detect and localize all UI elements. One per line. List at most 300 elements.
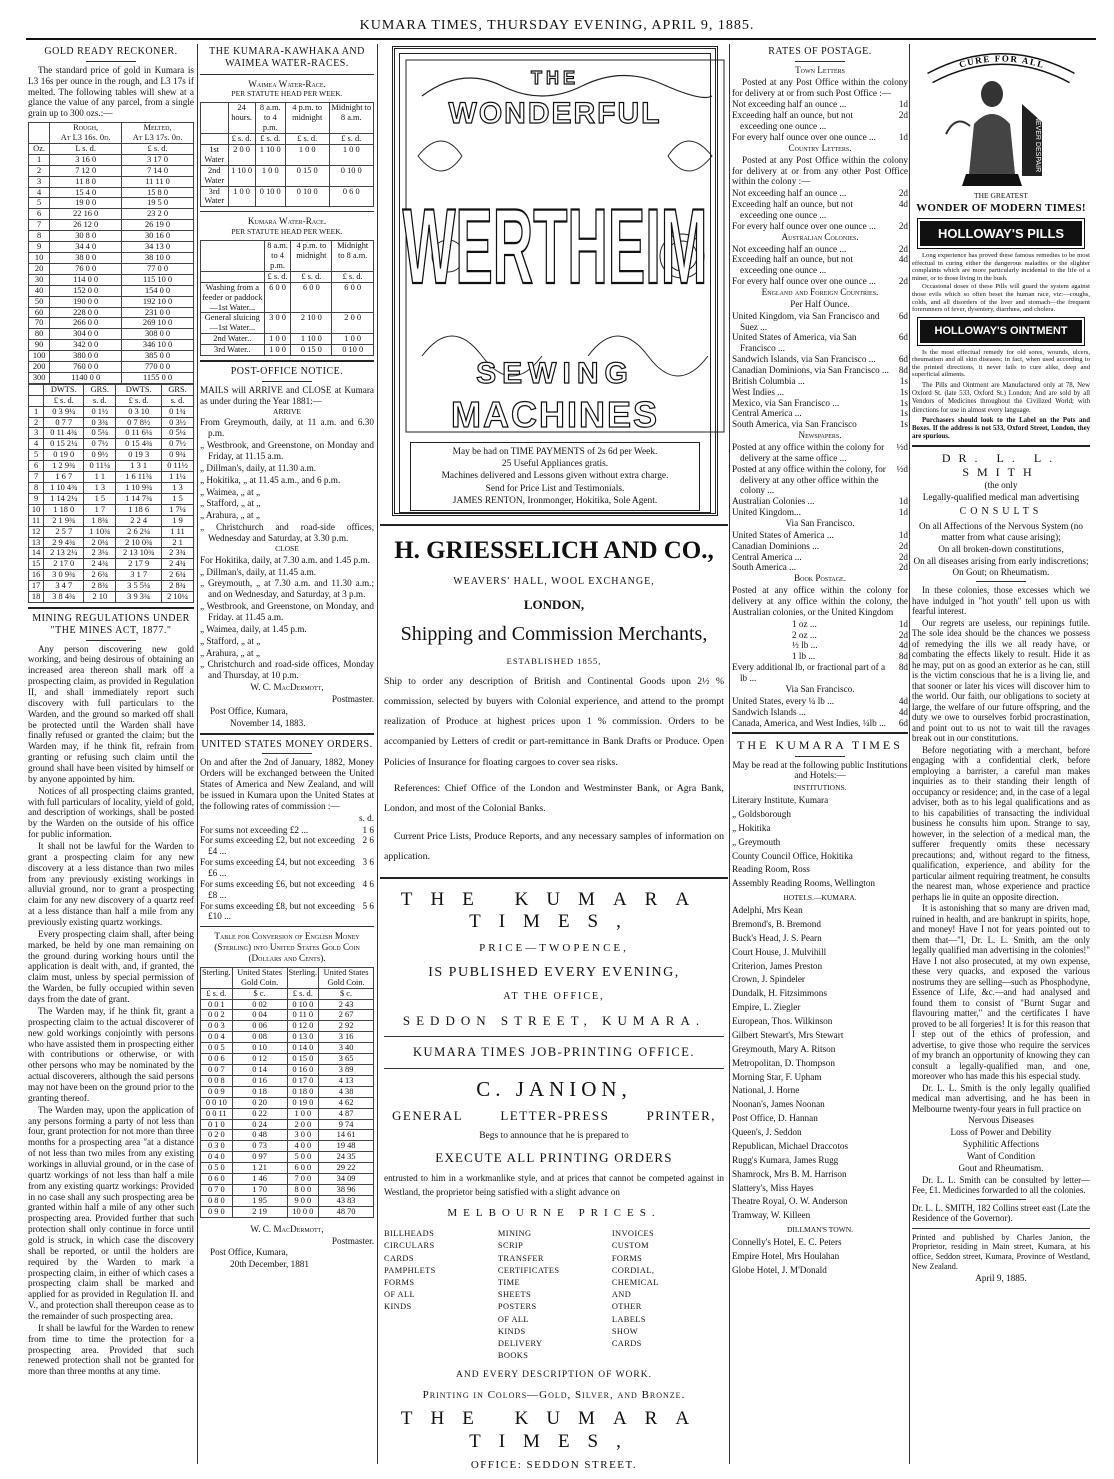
gold-row — [29, 176, 194, 187]
hotel-item: National, J. Horne — [732, 1085, 800, 1096]
conversion-row-cell: 48 70 — [319, 1206, 374, 1217]
product-item: DELIVERY BOOKS — [497, 1338, 543, 1361]
rule — [380, 524, 728, 526]
newspapers-head: Newspapers. — [798, 430, 842, 441]
arrive-item: „ Dillman's, daily, at 11.30 a.m. — [200, 462, 317, 473]
conversion-row-cell: 4 0 0 — [287, 1141, 319, 1152]
dwts-row-cell: 1 18 6 — [116, 504, 162, 515]
rule — [200, 74, 374, 75]
dwts-row-cell: 4 — [29, 439, 44, 450]
column-rule — [729, 44, 730, 1464]
rate-row — [732, 442, 908, 464]
dwts-row — [29, 548, 194, 559]
institutions-head: INSTITUTIONS. — [793, 783, 847, 793]
mining-paragraph: It shall be lawful for the Warden to renew from time to time the protection for a prospecting area. Provided that such renewed protection shall not be granted for more than three months at any time. — [28, 1322, 194, 1377]
waimea-row-cell: 1 0 0 — [228, 186, 255, 207]
short-rule — [795, 61, 845, 62]
product-item: CIRCULARS — [384, 1241, 435, 1251]
money-sign-title: Postmaster. — [331, 1235, 374, 1246]
gold-row-cell: 3 17 0 — [122, 154, 194, 165]
printer-word: PRINTER, — [646, 1107, 716, 1123]
england-rates — [732, 311, 908, 430]
dwts-row-cell: 8 — [29, 483, 44, 494]
dwts-head: DWTS. — [44, 384, 84, 395]
dwts-row-cell: 0 11 6¼ — [116, 428, 162, 439]
kumara-race-row — [201, 313, 374, 334]
product-item: AND OTHER LABELS — [611, 1290, 646, 1324]
waimea-row-cell: 2 0 0 — [228, 144, 255, 165]
money-intro: On and after the 2nd of January, 1882, Money Orders will be exchanged between the United States of America and New Zealand, and will be issued in Kumara upon the United States at the following rates of commission :— — [200, 757, 374, 811]
smith-paragraph: It is astonishing that so many are driven mad, ruined in health, and are bankrupt in spirits, hope, and money! Have I not for years pointed out to them that—"I, Dr. L. L. Smith, am the only legally qualified man advertising in the colonies!" Have I not also prosecuted, at my own expense, these very quacks, and exposed the various nostrums they are selling—such as Phosphodyne, Essence of Life, &c.—and had analysed and found them to consist of "Burnt Sugar and flavouring matter," and the certificates I have proved to be all forgeries! It is for this reason that I step out of the ethics of profession, and advertise, to give those who require the services of my branch an opportunity of knowing they can consult a legally-qualified man, and one, moreover who has made this his especial study. — [912, 903, 1090, 1082]
book-every-row — [732, 662, 908, 684]
gold-row-cell: 30 16 0 — [122, 231, 194, 242]
rate-value: 1s — [899, 419, 908, 430]
short-rule — [976, 581, 1026, 582]
griesselich-address: WEAVERS' HALL, WOOL EXCHANGE, — [453, 575, 655, 587]
gold-row-cell: 114 0 0 — [50, 274, 122, 285]
rate-row — [732, 408, 908, 419]
conversion-row-cell: 3 0 0 — [287, 1130, 319, 1141]
dwts-row-cell: 0 3½ — [162, 417, 194, 428]
conversion-row-cell: 19 48 — [319, 1141, 374, 1152]
dwts-row-cell: 3 9 3¾ — [116, 592, 162, 603]
holloway-ointment-text: Is the most effectual remedy for old sores, wounds, ulcers, rheumatism and all skin diseases; in fact, when used according to the printed directions, it never fails to cure alike, deep and superficial ailments. — [912, 348, 1090, 379]
wertheim-the: THE — [531, 68, 579, 88]
gold-row-cell: 15 8 0 — [122, 187, 194, 198]
rate-label: Canada, America, and West Indies, ¼lb ... — [732, 717, 886, 728]
conversion-row — [201, 1184, 374, 1195]
smith-address: Dr. L. L. SMITH, 182 Collins street east (Late the Residence of the Governor). — [912, 1202, 1090, 1224]
conversion-row — [201, 1130, 374, 1141]
gold-row — [29, 252, 194, 263]
smith-paragraph: Before negotiating with a merchant, before engaging with a confidential clerk, before employing a barrister, a careful man makes inquiries as to their standing their length of occupancy or residence; and, in the case of a legal adviser, both as to his legal qualifications and as to his capabilities of transacting the individual business he consults him upon. Strange to say, however, in the selection of a medical man, the sufferer frequently omits these necessary precautions; and, without regard to the fitness, qualification, experience, and ability for the particular ailment requiring treatment, he consults the nearest man, whose experience and practice perhaps lie in quite an opposite direction. — [912, 744, 1090, 902]
conversion-row-cell: 0 20 — [232, 1097, 287, 1108]
rate-row — [732, 718, 908, 729]
hotel-item: Crown, J. Spindeler — [732, 974, 805, 985]
dwts-row — [29, 483, 194, 494]
conversion-row-cell: 0 7 0 — [201, 1184, 233, 1195]
gold-row-cell: 4 — [29, 187, 50, 198]
rate-value: 2d — [898, 551, 908, 562]
institution-item: Assembly Reading Rooms, Wellington — [732, 878, 876, 889]
dwts-row-cell: 2 1 — [162, 537, 194, 548]
rate-value: 4d — [898, 640, 908, 651]
wertheim-ad-frame — [399, 53, 711, 513]
conversion-row-cell: 0 1 0 — [201, 1119, 233, 1130]
gold-row-cell: 770 0 0 — [122, 362, 194, 373]
rate-label: Mexico, via San Francisco ... — [732, 397, 840, 408]
gold-row-cell: 38 10 0 — [122, 252, 194, 263]
dwts-row — [29, 472, 194, 483]
gold-row-cell: 115 10 0 — [122, 274, 194, 285]
conversion-row-cell: 14 61 — [319, 1130, 374, 1141]
dwts-row-cell: 12 — [29, 526, 44, 537]
gold-row-cell: 60 — [29, 307, 50, 318]
printing-colors: Printing in Colors—Gold, Silver, and Bronze. — [422, 1389, 686, 1402]
rate-value: 8d — [898, 662, 908, 673]
rate-label: Canadian Dominions, via San Francisco ... — [732, 365, 889, 375]
arrive-item: „ Waimea, „ at „ — [200, 486, 261, 497]
via-sf-rates-2 — [732, 696, 908, 729]
rate-row — [732, 507, 908, 518]
rate-row — [732, 132, 908, 143]
rate-row — [732, 332, 908, 354]
gold-row-cell: 50 — [29, 296, 50, 307]
dwts-head: GRS. — [162, 384, 194, 395]
dwts-row-cell: 1 5 — [162, 493, 194, 504]
rule — [200, 733, 374, 735]
hotel-item: Rugg's Kumara, James Rugg — [732, 1154, 839, 1165]
griesselich-ad — [380, 536, 728, 867]
kumara-race-row-cell: 2 0 0 — [332, 313, 374, 334]
conversion-row-cell: 0 12 — [232, 1054, 287, 1065]
newspaper-rates — [732, 442, 908, 518]
ribbon-text-path: CURE FOR ALL — [958, 53, 1047, 71]
conversion-row — [201, 1086, 374, 1097]
dwts-row-cell: 2 17 9 — [116, 559, 162, 570]
arrive-label: ARRIVE — [273, 406, 301, 416]
post-office-intro: MAILS will ARRIVE and CLOSE at Kumara as under during the Year 1881:— — [200, 384, 374, 406]
gold-unit: Oz. — [29, 143, 50, 154]
conversion-row-cell: 3 65 — [319, 1054, 374, 1065]
conversion-row — [201, 1065, 374, 1076]
kumara-race-row-cell: 6 0 0 — [332, 282, 374, 313]
dwts-row-cell: 2 13 10¾ — [116, 548, 162, 559]
arrive-item: From Greymouth, daily, at 11 a.m. and 6.30 p.m. — [200, 417, 374, 439]
rule — [912, 1228, 1090, 1229]
country-letters-head: Country Letters. — [788, 142, 852, 153]
waimea-row — [201, 186, 374, 207]
smith-condition: Syphilitic Affections — [962, 1138, 1040, 1149]
institutions-list — [732, 794, 908, 890]
dwts-unit: s. d. — [84, 395, 116, 406]
gold-head-melted-label: Melted, — [143, 123, 172, 133]
dwts-row — [29, 537, 194, 548]
gold-row-cell: 2 — [29, 165, 50, 176]
holloway-ointment-banner: HOLLOWAY'S OINTMENT — [920, 320, 1082, 343]
institution-item: County Council Office, Hokitika — [732, 850, 853, 861]
rate-value: 8d — [898, 365, 908, 375]
column-rule — [197, 44, 198, 1464]
conversion-row — [201, 1043, 374, 1054]
product-item: SHOW CARDS — [611, 1326, 642, 1348]
product-item: TRANSFER CERTIFICATES — [497, 1253, 560, 1275]
dwts-row — [29, 439, 194, 450]
kumara-race-row — [201, 345, 374, 356]
gold-head-rough-price: At L3 16s. 0d. — [60, 133, 111, 142]
figure-head — [981, 81, 1003, 107]
rate-value: 2d — [898, 188, 908, 199]
rate-value: 6d — [898, 354, 908, 365]
rate-row — [732, 376, 908, 387]
conversion-row — [201, 1206, 374, 1217]
smith-only: (the only — [984, 480, 1018, 491]
gold-row-cell: 385 0 0 — [122, 351, 194, 362]
waimea-col: 8 a.m. to 4 p.m. — [255, 103, 285, 134]
conversion-row-cell: 10 0 0 — [287, 1206, 319, 1217]
mining-title: MINING REGULATIONS UNDER "THE MINES ACT, 1877." — [32, 612, 190, 636]
money-date: 20th December, 1881 — [230, 1259, 309, 1270]
product-item: INVOICES — [611, 1229, 655, 1239]
post-office-sign-title: Postmaster. — [331, 694, 374, 704]
money-sign: W. C. MacDermott, — [250, 1223, 324, 1234]
kumara-times-price: PRICE—TWOPENCE, — [479, 941, 629, 954]
arrive-item: „ Stafford, „ at „ — [200, 498, 261, 509]
gold-row-cell: 100 — [29, 351, 50, 362]
gold-row — [29, 285, 194, 296]
town-letters-head: Town Letters — [795, 64, 845, 75]
rate-label: Central America ... — [732, 551, 802, 562]
kumara-times-office: OFFICE: SEDDON STREET. — [470, 1459, 638, 1472]
rate-label: United Kingdom... — [732, 507, 801, 518]
dwts-row-cell: 2 2 4 — [116, 515, 162, 526]
hotel-item: Dundalk, H. Fitzsimmons — [732, 988, 827, 999]
conversion-row-cell: 34 09 — [319, 1174, 374, 1185]
smith-condition: Want of Condition — [966, 1150, 1036, 1161]
smith-legally: Legally-qualified medical man advertising — [922, 492, 1080, 503]
dwts-row-cell: 0 7 7 — [44, 417, 84, 428]
conversion-row-cell: 1 70 — [232, 1184, 287, 1195]
rate-row — [200, 901, 374, 923]
conversion-row-cell: 5 0 0 — [287, 1152, 319, 1163]
conversion-row-cell: 7 0 0 — [287, 1174, 319, 1185]
smith-paragraph: Our regrets are useless, our repinings futile. The sole idea should be the chances we possess of remedying the ills we all ready have, or combating the effects likely to result. Hide it as he may, put on as good an exterior as he can, still is the victim conscious that he is a living lie, and that sooner or later his vices will discover him to the world. Our faith, our obligations to society at large, the welfare of our future offspring, and the duty we owe to ourselves forbid procrastination, and point out to us not to wait till the ravages break out in our constitutions. — [912, 617, 1090, 744]
gold-row-cell: 38 0 0 — [50, 252, 122, 263]
kumara-race-row-cell: 1 10 0 — [291, 334, 332, 345]
post-office-title: POST-OFFICE NOTICE. — [230, 366, 344, 378]
close-label: CLOSE — [275, 543, 299, 553]
rate-value: 2d — [898, 629, 908, 640]
gold-row — [29, 318, 194, 329]
every-description: AND EVERY DESCRIPTION OF WORK. — [456, 1370, 652, 1381]
mining-paragraph: Every prospecting claim shall, after being marked, be held by one man remaining on the ground during working hours until the application is dealt with, and, if granted, the claim must, unless by special permission of the Warden, be fully occupied within seven days from the date of grant. — [28, 928, 194, 1005]
rate-row — [792, 640, 908, 651]
masthead-rule — [26, 38, 1096, 40]
rate-label: For sums exceeding £6, but not exceeding £8 ... — [200, 878, 355, 900]
waimea-head: Waimea Water-Race. — [248, 78, 326, 89]
conversion-row-cell: 0 0 7 — [201, 1065, 233, 1076]
rate-value: 1d — [898, 496, 908, 507]
printing-products — [384, 1228, 724, 1362]
gold-row — [29, 263, 194, 274]
conversion-row-cell: 0 18 — [232, 1086, 287, 1097]
close-item: „ Christchurch and road-side offices, Monday and Thursday, at 10 p.m. — [200, 659, 374, 681]
waimea-row-cell: 1 0 0 — [255, 165, 285, 186]
dwts-row — [29, 406, 194, 417]
kumara-race-rows — [201, 282, 374, 355]
rate-label: 2 oz ... — [792, 629, 817, 640]
gold-row-cell: 7 — [29, 220, 50, 231]
hotel-item: Post Office, D. Hannan — [732, 1113, 818, 1124]
kumara-race-row-cell: 1 0 0 — [332, 334, 374, 345]
dwts-row-cell: 3 4 7 — [44, 581, 84, 592]
rate-label: United States, every ¼ lb ... — [732, 695, 835, 706]
conversion-row-cell: 3 40 — [319, 1043, 374, 1054]
gold-row-cell: 5 — [29, 198, 50, 209]
hotel-item: Shamrock, Mrs B. M. Harrison — [732, 1168, 847, 1179]
rate-row — [732, 311, 908, 333]
gold-row-cell: 11 11 0 — [122, 176, 194, 187]
kumara-times-title: THE KUMARA TIMES, — [400, 888, 708, 933]
hotel-item: Greymouth, Mary A. Ritson — [732, 1043, 836, 1054]
waimea-row-cell: 0 10 0 — [285, 186, 329, 207]
gold-row — [29, 372, 194, 383]
dwts-row-cell: 2 9 4¾ — [44, 537, 84, 548]
conversion-row-cell: 1 46 — [232, 1174, 287, 1185]
imprint-date: April 9, 1885. — [975, 1273, 1027, 1284]
conversion-row-cell: 4 38 — [319, 1086, 374, 1097]
conversion-row-cell: 0 17 0 — [287, 1075, 319, 1086]
gold-col-oz — [29, 123, 50, 144]
rate-value: 6d — [898, 310, 908, 321]
dwts-row-cell: 18 — [29, 592, 44, 603]
conversion-row-cell: 0 14 0 — [287, 1043, 319, 1054]
rate-row — [732, 254, 908, 276]
printer-word: GENERAL — [392, 1107, 464, 1123]
dwts-row-cell: 2 3¼ — [84, 548, 116, 559]
conversion-title: Table for Conversion of English Money (Sterling) into United States Gold Coin (Dollars and Cents). — [214, 931, 360, 963]
rate-label: Exceeding half an ounce, but not exceeding one ounce ... — [732, 199, 853, 220]
gold-row-cell: 228 0 0 — [50, 307, 122, 318]
gold-rows — [29, 154, 194, 383]
rate-value: 2d — [898, 110, 908, 121]
rate-row — [200, 879, 374, 901]
kumara-times-list-intro: May be read at the following public Institutions and Hotels:— — [732, 759, 908, 781]
dwts-row-cell: 1 3 — [84, 483, 116, 494]
conversion-row — [201, 1174, 374, 1185]
dwts-row-cell: 0 15 4¾ — [116, 439, 162, 450]
rate-label: Exceeding half an ounce, but not exceeding one ounce ... — [732, 254, 853, 276]
conversion-row-cell: 0 6 0 — [201, 1174, 233, 1185]
gold-row-cell: 3 — [29, 176, 50, 187]
rate-label: Posted at any office within the colony for delivery at the same office ... — [732, 442, 885, 463]
janion-entrusted: entrusted to him in a workmanlike style, and at prices that cannot be competed against in Westland, the proprietor being satisfied with a slight advance on — [384, 1172, 724, 1197]
wertheim-name: WERTHEIM — [402, 185, 708, 306]
melbourne-prices: MELBOURNE PRICES. — [447, 1207, 661, 1220]
gold-row-cell: 70 — [29, 318, 50, 329]
rule — [732, 732, 908, 734]
smith-name: DR. L. L. SMITH — [941, 451, 1061, 480]
mining-paragraph: Notices of all prospecting claims granted, with full particulars of locality, yield of gold, and description of workings, shall be posted by the Warden on the outside of his office for public information. — [28, 785, 194, 840]
rate-value: 1s — [899, 386, 908, 397]
figure-body — [968, 114, 1016, 184]
holloway-made: The Pills and Ointment are Manufactured only at 78, New Oxford St. (late 533, Oxford St.) London; And are sold by all Vendors of Medicines throughout the Civilized World; with directions for use in almost every language. — [912, 382, 1090, 414]
gold-row-cell: 9 — [29, 242, 50, 253]
dwts-row — [29, 450, 194, 461]
conversion-row-cell: 0 0 5 — [201, 1043, 233, 1054]
water-title: THE KUMARA-KAWHAKA AND WAIMEA WATER-RACES. — [209, 46, 365, 69]
rate-label: Every additional lb, or fractional part of a lb ... — [732, 662, 886, 684]
rate-label: 1 lb ... — [792, 651, 816, 662]
holloway-pills-text: Long experience has proved these famous remedies to be most effectual in curing either the dangerous maladies or the slighter complaints which are more particularly incidental to the life of a miner, or to those living in the bush. — [912, 252, 1090, 282]
dwts-row-cell: 0 7 8½ — [116, 417, 162, 428]
town-letters-intro: Posted at any Post Office within the colony for delivery at or from such Post Office :— — [732, 76, 908, 98]
via-sf-rates — [732, 530, 908, 573]
dwts-row-cell: 0 9½ — [84, 450, 116, 461]
conversion-row-cell: 0 0 8 — [201, 1075, 233, 1086]
dwts-blank — [29, 395, 44, 406]
rate-label: For sums exceeding £2, but not exceeding £4 ... — [200, 835, 355, 857]
rate-row — [732, 530, 908, 541]
waimea-sub: PER STATUTE HEAD PER WEEK. — [231, 89, 343, 99]
rate-row — [732, 99, 908, 110]
rate-value: 2d — [898, 562, 908, 573]
rate-row — [732, 221, 908, 232]
dwts-row-cell: 1 3 1 — [116, 461, 162, 472]
rate-row — [732, 387, 908, 398]
gold-row — [29, 209, 194, 220]
conversion-row-cell: 0 18 0 — [287, 1086, 319, 1097]
smith-consults: CONSULTS — [959, 506, 1043, 518]
conversion-row — [201, 999, 374, 1010]
dwts-row-cell: 1 9 — [162, 515, 194, 526]
rate-value: 4d — [898, 254, 908, 265]
gold-row-cell: 346 10 0 — [122, 340, 194, 351]
conversion-row-cell: 1 21 — [232, 1163, 287, 1174]
rate-value: 4 6 — [362, 878, 374, 889]
dwts-row-cell: 1 10 9¾ — [116, 483, 162, 494]
country-letters-intro: Posted at any Post Office within the colony for delivery at or from any other Post Office within the colony :— — [732, 154, 908, 187]
post-office-sign: W. C. MacDermott, — [250, 682, 324, 693]
rate-value: 2d — [898, 276, 908, 287]
conversion-head: Sterling. — [287, 967, 319, 988]
dwts-row — [29, 559, 194, 570]
conversion-row-cell: 9 0 0 — [287, 1195, 319, 1206]
mining-paragraph: It shall not be lawful for the Warden to grant a prospecting claim for any new discovery at a less distance than two miles from any previously existing workings in alluvial ground, nor to grant a prospecting claim for any new discovery of a quartz reef at a less distance than half a mile from any previously existing quartz workings. — [28, 841, 194, 928]
rate-label: United States of America ... — [732, 529, 834, 540]
gold-row-cell: 760 0 0 — [50, 362, 122, 373]
conversion-row-cell: 0 0 9 — [201, 1086, 233, 1097]
rate-label: South America ... — [732, 562, 797, 573]
dwts-row — [29, 515, 194, 526]
dwts-row-cell: 9 — [29, 493, 44, 504]
dillmans-head: DILLMAN'S TOWN. — [786, 1225, 854, 1235]
dwts-row-cell: 1 11 — [162, 526, 194, 537]
griesselich-established: ESTABLISHED 1855, — [506, 656, 602, 667]
hotel-item: Noonan's, James Noonan — [732, 1099, 825, 1110]
arrive-item: „ Arahura, „ at „ — [200, 510, 260, 521]
hotel-item: Tramway, W. Killeen — [732, 1210, 811, 1221]
rate-label: ½ lb ... — [792, 640, 818, 651]
kumara-race-unit: £ s. d. — [332, 271, 374, 282]
conversion-row — [201, 1021, 374, 1032]
short-rule — [86, 640, 136, 641]
rate-row — [732, 354, 908, 365]
rate-label: For every half ounce over one ounce ... — [732, 276, 876, 287]
rate-row — [732, 496, 908, 507]
waimea-rows — [201, 144, 374, 206]
wertheim-line: May be had on TIME PAYMENTS of 2s 6d per Week. — [452, 447, 658, 457]
dwts-row-cell: 2 10¼ — [162, 592, 194, 603]
conversion-row-cell: 24 35 — [319, 1152, 374, 1163]
hotel-item: Slattery's, Miss Hayes — [732, 1182, 814, 1193]
kumara-race-blank — [201, 271, 265, 282]
rate-label: For sums not exceeding £2 ... — [200, 824, 309, 835]
rate-label: Canadian Dominions ... — [732, 540, 820, 551]
dwts-row — [29, 592, 194, 603]
griesselich-city: LONDON, — [523, 597, 585, 613]
gold-row-cell: 7 12 0 — [50, 165, 122, 176]
gold-row-cell: 19 5 0 — [122, 198, 194, 209]
rate-value: 2d — [898, 220, 908, 231]
rate-label: Not exceeding half an ounce ... — [732, 188, 847, 199]
gold-row — [29, 220, 194, 231]
gold-row-cell: 77 0 0 — [122, 263, 194, 274]
australian-head: Australian Colonies. — [781, 231, 859, 242]
dwts-row-cell: 2 — [29, 417, 44, 428]
rate-row — [792, 619, 908, 630]
conversion-row-cell: 1 0 0 — [287, 1108, 319, 1119]
